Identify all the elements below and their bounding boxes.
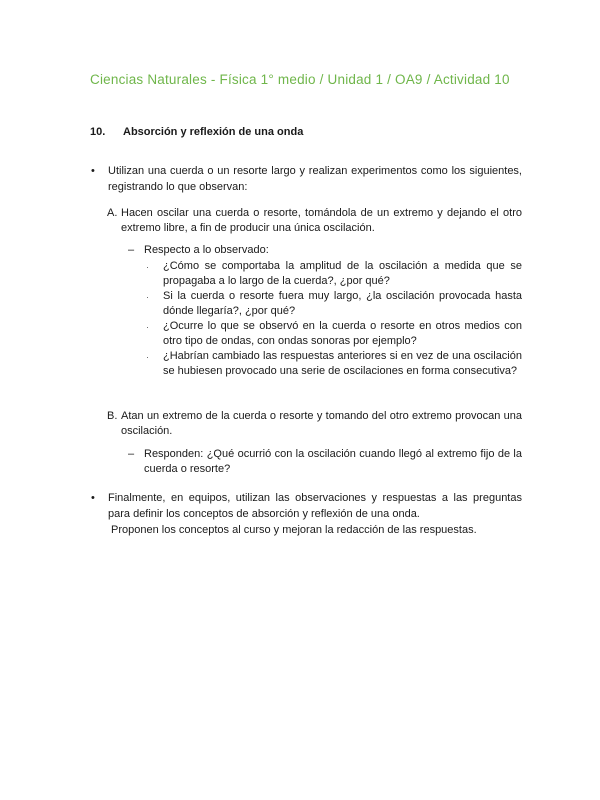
list-item bbox=[146, 349, 522, 379]
bullet-text: Finalmente, en equipos, utilizan las observaciones y respuestas a las preguntas para definir los conceptos de absorción y reflexión de una onda. bbox=[108, 492, 522, 520]
list-item bbox=[146, 319, 522, 349]
dash-item-b bbox=[128, 447, 522, 477]
list-item-a bbox=[107, 206, 522, 236]
bullet-icon: • bbox=[91, 492, 95, 504]
bullet-icon: · bbox=[146, 322, 149, 332]
dash-text: Responden: ¿Qué ocurrió con la oscilación cuando llegó al extremo fijo de la cuerda o resorte? bbox=[144, 448, 522, 475]
question-text: Si la cuerda o resorte fuera muy largo, ¿la oscilación provocada hasta dónde llegaría?, ¿por qué? bbox=[163, 290, 522, 317]
bullet-icon: • bbox=[91, 165, 95, 177]
item-letter: A. bbox=[107, 207, 118, 219]
list-item-b bbox=[107, 409, 522, 439]
question-list bbox=[146, 259, 522, 379]
dash-icon: – bbox=[128, 244, 135, 256]
dash-icon: – bbox=[128, 448, 135, 460]
question-text: ¿Habrían cambiado las respuestas anteriores si en vez de una oscilación se hubiesen provocado una serie de oscilaciones en forma consecutiva? bbox=[163, 350, 522, 377]
bullet-tail-text: Proponen los conceptos al curso y mejoran la redacción de las respuestas. bbox=[111, 524, 477, 536]
item-text: Atan un extremo de la cuerda o resorte y tomando del otro extremo provocan una oscilación. bbox=[121, 410, 522, 437]
section-heading bbox=[90, 126, 303, 138]
section-number: 10. bbox=[90, 126, 106, 138]
list-item bbox=[146, 289, 522, 319]
item-text: Hacen oscilar una cuerda o resorte, tomándola de un extremo y dejando el otro extremo libre, a fin de producir una única oscilación. bbox=[121, 207, 522, 234]
bullet-text: Utilizan una cuerda o un resorte largo y realizan experimentos como los siguientes, registrando lo que observan: bbox=[108, 165, 522, 193]
list-item bbox=[146, 259, 522, 289]
bullet-icon: · bbox=[146, 262, 149, 272]
bullet-item-2 bbox=[90, 490, 522, 522]
dash-text: Respecto a lo observado: bbox=[144, 244, 269, 256]
bullet-item-1 bbox=[90, 163, 522, 195]
bullet-icon: · bbox=[146, 352, 149, 362]
question-text: ¿Ocurre lo que se observó en la cuerda o resorte en otros medios con otro tipo de ondas, con ondas sonoras por ejemplo? bbox=[163, 320, 522, 347]
item-letter: B. bbox=[107, 410, 118, 422]
section-title: Absorción y reflexión de una onda bbox=[123, 126, 304, 138]
question-text: ¿Cómo se comportaba la amplitud de la oscilación a medida que se propagaba a lo largo de la cuerda?, ¿por qué? bbox=[163, 260, 522, 287]
breadcrumb: Ciencias Naturales - Física 1° medio / Unidad 1 / OA9 / Actividad 10 bbox=[90, 72, 510, 87]
dash-item-a bbox=[128, 243, 522, 258]
bullet-icon: · bbox=[146, 292, 149, 302]
